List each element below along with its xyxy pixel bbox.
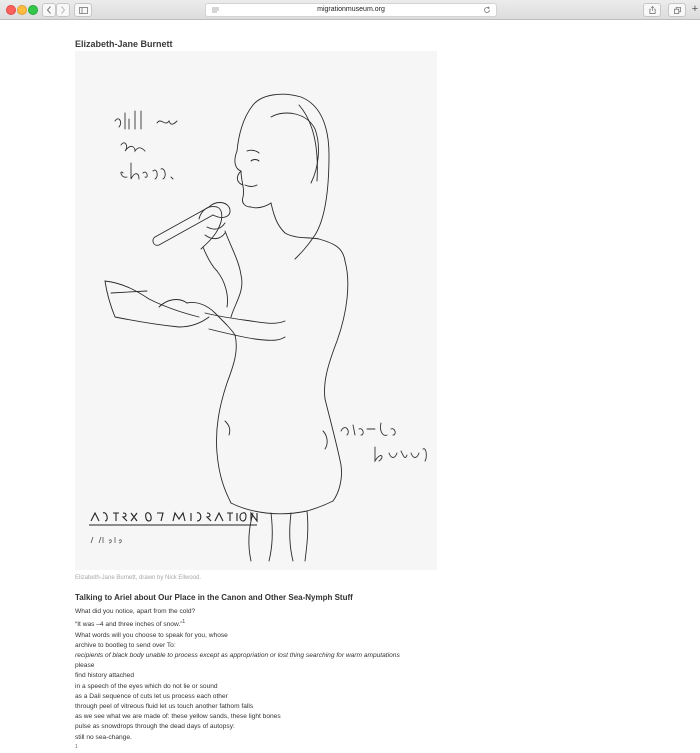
footnote-number: 1 <box>75 744 78 750</box>
poem-line: find history attached <box>75 672 135 680</box>
tabs-overview-button[interactable] <box>668 3 686 17</box>
author-heading: Elizabeth-Jane Burnett <box>75 39 173 49</box>
poem-line: recipients of black body unable to process except as appropriation or lost thing searching for warm amputations <box>75 652 400 659</box>
minimize-window-button[interactable] <box>17 5 27 15</box>
page-content <box>0 20 700 750</box>
zoom-window-button[interactable] <box>28 5 38 15</box>
poem-title: Talking to Ariel about Our Place in the Canon and Other Sea-Nymph Stuff <box>75 593 353 602</box>
chevron-left-icon <box>46 6 52 14</box>
close-window-button[interactable] <box>6 5 16 15</box>
poem-line: through peel of vitreous fluid let us touch another fathom falls <box>75 703 254 711</box>
poem-line: as a Dali sequence of cuts let us process each other <box>75 692 228 700</box>
line-drawing-of-poet-speaking <box>75 51 437 570</box>
poem-line: “It was –4 and three inches of snow.”$^1$ <box>75 619 186 629</box>
poem-line: in a speech of the eyes which do not lie or sound <box>75 682 218 690</box>
share-button[interactable] <box>643 3 661 17</box>
reload-icon[interactable] <box>483 6 491 14</box>
footnote-reference-link[interactable]: 1 <box>182 619 186 626</box>
footnote-marker <box>75 744 78 753</box>
address-url[interactable]: migrationmuseum.org <box>317 6 385 13</box>
sidebar-toggle-button[interactable] <box>74 3 92 17</box>
poem-line: archive to bootleg to send over To: <box>75 641 176 649</box>
browser-toolbar <box>0 0 700 20</box>
new-tab-button[interactable]: + <box>691 3 699 15</box>
address-bar[interactable] <box>205 3 497 17</box>
poem-line: What words will you choose to speak for you, whose <box>75 631 228 639</box>
sidebar-icon <box>79 7 88 14</box>
poem-line: pulse as snowdrops through the dead days of autopsy: <box>75 723 235 731</box>
share-icon <box>649 6 656 14</box>
forward-button[interactable] <box>56 3 70 17</box>
poem-line: What did you notice, apart from the cold? <box>75 608 196 615</box>
chevron-right-icon <box>60 6 66 14</box>
poem-line: still no sea-change. <box>75 733 132 741</box>
image-caption: Elizabeth-Jane Burnett, drawn by Nick Ellwood. <box>75 575 202 581</box>
poem-body <box>75 607 495 743</box>
author-sketch-image <box>75 51 437 570</box>
poem-line: please <box>75 662 95 670</box>
poem-line: as we see what we are made of: these yellow sands, these light bones <box>75 713 281 721</box>
back-button[interactable] <box>42 3 56 17</box>
tabs-overview-icon <box>674 7 681 14</box>
